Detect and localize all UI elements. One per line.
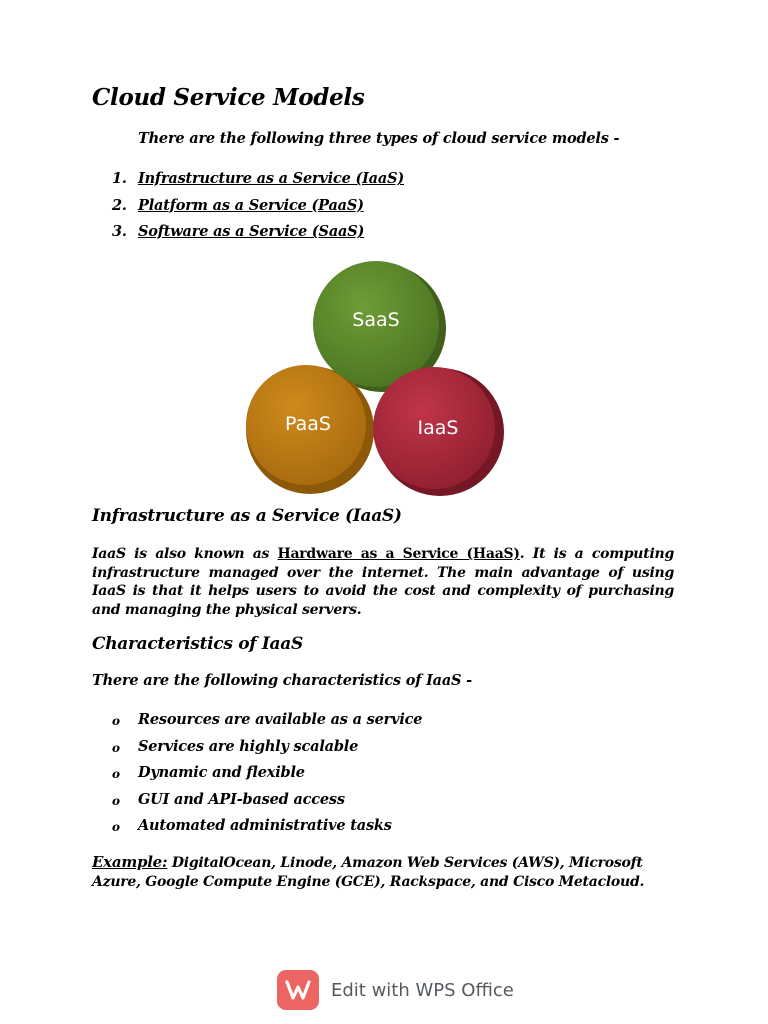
wps-logo-icon: [277, 970, 319, 1010]
list-item: [112, 223, 404, 250]
service-model-list: [112, 170, 404, 250]
list-item: [112, 791, 422, 818]
bullet-marker: o: [112, 714, 120, 728]
iaas-para-before: IaaS is also known as: [92, 546, 278, 562]
characteristic-text: GUI and API-based access: [138, 790, 345, 808]
characteristic-text: Automated administrative tasks: [138, 817, 392, 835]
bullet-marker: o: [112, 793, 120, 808]
bullet-marker: o: [112, 740, 120, 755]
iaas-paragraph: [92, 545, 674, 620]
list-item: [112, 817, 422, 844]
link-saas[interactable]: Software as a Service (SaaS): [138, 223, 365, 240]
bullet-marker: o: [112, 767, 120, 782]
list-item: [112, 711, 422, 738]
link-iaas[interactable]: Infrastructure as a Service (IaaS): [138, 170, 405, 187]
page-title: Cloud Service Models: [92, 84, 365, 111]
edit-with-wps-button[interactable]: [277, 969, 514, 1011]
haas-highlight: Hardware as a Service (HaaS): [277, 546, 520, 562]
bullet-marker: o: [112, 820, 120, 835]
characteristics-list: [112, 711, 422, 844]
iaas-heading: Infrastructure as a Service (IaaS): [92, 506, 402, 526]
list-number: 2.: [112, 196, 127, 214]
iaas-para-after: . It is a computing infrastructure managed over the internet. The main advantage of using IaaS is that it helps users to avoid the cost and complexity of purchasing and managing the physical servers.: [92, 546, 674, 619]
example-text: DigitalOcean, Linode, Amazon Web Services (AWS), Microsoft Azure, Google Compute Engine (GCE), Rackspace, and Cisco Metacloud.: [92, 855, 645, 890]
example-paragraph: [92, 853, 676, 892]
link-paas[interactable]: Platform as a Service (PaaS): [138, 196, 364, 214]
paas-label: PaaS: [285, 413, 331, 435]
characteristics-heading: Characteristics of IaaS: [92, 634, 303, 654]
cloud-models-diagram: [240, 258, 510, 498]
example-label: Example:: [92, 853, 168, 871]
characteristic-text: Dynamic and flexible: [138, 764, 305, 782]
characteristic-text: Resources are available as a service: [138, 711, 423, 728]
list-item: [112, 170, 404, 197]
saas-label: SaaS: [352, 309, 400, 331]
characteristics-lead: There are the following characteristics of IaaS -: [92, 672, 472, 689]
list-number: 3.: [112, 223, 127, 240]
characteristic-text: Services are highly scalable: [138, 737, 359, 755]
list-item: [112, 764, 422, 791]
iaas-label: IaaS: [417, 417, 459, 439]
wps-label: Edit with WPS Office: [331, 979, 514, 1001]
intro-text: There are the following three types of cloud service models -: [138, 130, 620, 147]
list-number: 1.: [112, 170, 127, 187]
list-item: [112, 197, 404, 224]
list-item: [112, 738, 422, 765]
